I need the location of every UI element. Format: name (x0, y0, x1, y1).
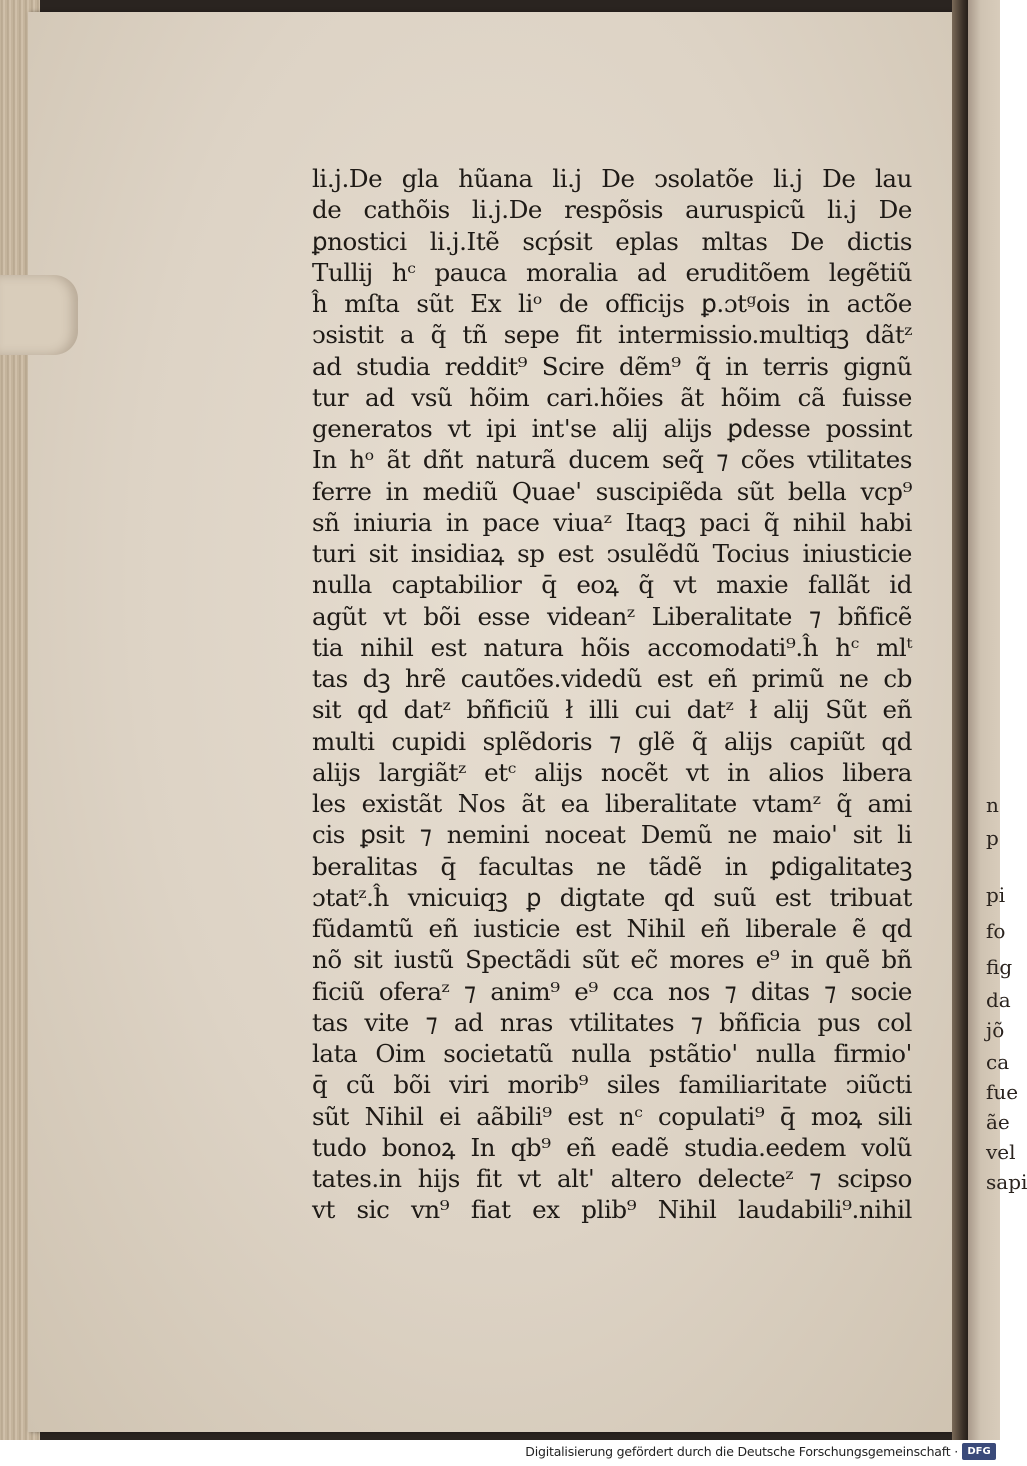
text-line: vt sic vn⁹ fiat ex plib⁹ Nihil laudabili⁹.nihil (312, 1195, 912, 1225)
text-line: q̄ cũ bõi viri morib⁹ siles familiaritate ↄiũcti (312, 1070, 912, 1100)
text-line: tates.in hijs fit vt alt' altero delecteᶻ ⁊ scipso (312, 1164, 912, 1193)
text-line: fũdamtũ eñ iusticie est Nihil eñ liberale ẽ qd (312, 914, 912, 943)
text-line: In hᵒ ãt dñt naturã ducem seq̃ ⁊ cões vtilitates (312, 445, 912, 475)
text-line: alijs largiãtᶻ etᶜ alijs nocẽt vt in alios libera (312, 757, 912, 787)
text-line: ferre in mediũ Quae' suscipiẽda sũt bella vcp⁹ (312, 476, 912, 506)
text-line: cis ꝑsit ⁊ nemini noceat Demũ ne maio' sit li (312, 820, 912, 850)
text-line: tur ad vsũ hõim cari.hõies ãt hõim cã fuisse (312, 382, 912, 412)
text-line: ĥ mſta sũt Ex liᵒ de officijs ꝑ.ɔtᵍois in actõe (312, 289, 912, 318)
text-line: li.j.De gla hũana li.j De ↄsolatõe li.j De lau (312, 164, 912, 193)
text-column (312, 163, 912, 1226)
text-line: ficiũ oferaᶻ ⁊ anim⁹ e⁹ cca nos ⁊ ditas ⁊ socie (312, 976, 912, 1006)
text-line: nõ sit iustũ Spectãdi sũt ec̃ mores e⁹ in quẽ bñ (312, 945, 912, 975)
footer-bar (0, 1440, 1000, 1466)
text-line: nulla captabilior q̄ eoꝝ q̃ vt maxie fallãt id (312, 570, 912, 600)
text-line: beralitas q̄ facultas ne tãdẽ in ꝑdigalitateꝫ (312, 851, 912, 881)
text-line: generatos vt ipi int'se alij alijs ꝑdesse possint (312, 414, 912, 443)
adjacent-page-fragment: pi (986, 883, 1006, 907)
adjacent-page-fragment: vel (986, 1140, 1016, 1164)
page-edge-curl (0, 275, 78, 355)
text-line: tia nihil est natura hõis accomodati⁹.ĥ hᶜ mlᵗ (312, 632, 912, 662)
text-line: ad studia reddit⁹ Scire dẽm⁹ q̃ in terris gignũ (312, 351, 912, 381)
adjacent-page-fragment: ãe (986, 1110, 1010, 1134)
adjacent-page-fragment: p (986, 826, 999, 850)
adjacent-page-fragment: n (986, 793, 999, 817)
adjacent-page-fragment: fo (986, 919, 1006, 943)
text-line: sũt Nihil ei aãbili⁹ est nᶜ copulati⁹ q̄ moꝝ sili (312, 1101, 912, 1131)
text-line: tudo bonoꝝ In qb⁹ eñ eadẽ studia.eedem volũ (312, 1132, 912, 1162)
text-line: lata Oim societatũ nulla pstãtio' nulla firmio' (312, 1039, 912, 1068)
adjacent-page-fragment: sapi (986, 1170, 1027, 1194)
dfg-logo: DFG (962, 1443, 996, 1460)
text-line: sñ iniuria in pace viuaᶻ Itaqꝫ paci q̃ nihil habi (312, 507, 912, 537)
adjacent-page-fragment: ca (986, 1050, 1010, 1074)
text-line: ɔtatᶻ.ĥ vnicuiqꝫ ꝑ digtate qd suũ est tribuat (312, 882, 912, 912)
adjacent-page-fragment: da (986, 988, 1011, 1012)
text-line: multi cupidi splẽdoris ⁊ glẽ q̃ alijs capiũt qd (312, 726, 912, 756)
text-line: Tullij hᶜ pauca moralia ad eruditõem legẽtiũ (312, 257, 912, 287)
text-line: ↄsistit a q̃ tñ sepe fit intermissio.multiqꝫ dãtᶻ (312, 320, 912, 350)
text-line: agũt vt bõi esse videanᶻ Liberalitate ⁊ bñficẽ (312, 601, 912, 631)
text-line: tas vite ⁊ ad nras vtilitates ⁊ bñficia pus col (312, 1007, 912, 1037)
funding-credit: Digitalisierung gefördert durch die Deutsche Forschungsgemeinschaft · (525, 1444, 958, 1459)
text-line: les existãt Nos ãt ea liberalitate vtamᶻ q̃ ami (312, 789, 912, 818)
adjacent-page-fragment: fue (986, 1080, 1019, 1104)
adjacent-page-fragment: jõ (986, 1018, 1005, 1042)
text-line: sit qd datᶻ bñficiũ ł illi cui datᶻ ł alij Sũt eñ (312, 695, 912, 725)
text-line: tas dꝫ hrẽ cautões.videdũ est eñ primũ ne cb (312, 664, 912, 693)
text-line: de cathõis li.j.De respõsis auruspicũ li.j De (312, 195, 912, 225)
text-line: turi sit insidiaꝝ sp est ↄsulẽdũ Tocius iniusticie (312, 539, 912, 568)
text-line: ꝑnostici li.j.Itẽ scṕsit eplas mltas De dictis (312, 226, 912, 256)
adjacent-page-fragment: fig (986, 955, 1013, 979)
